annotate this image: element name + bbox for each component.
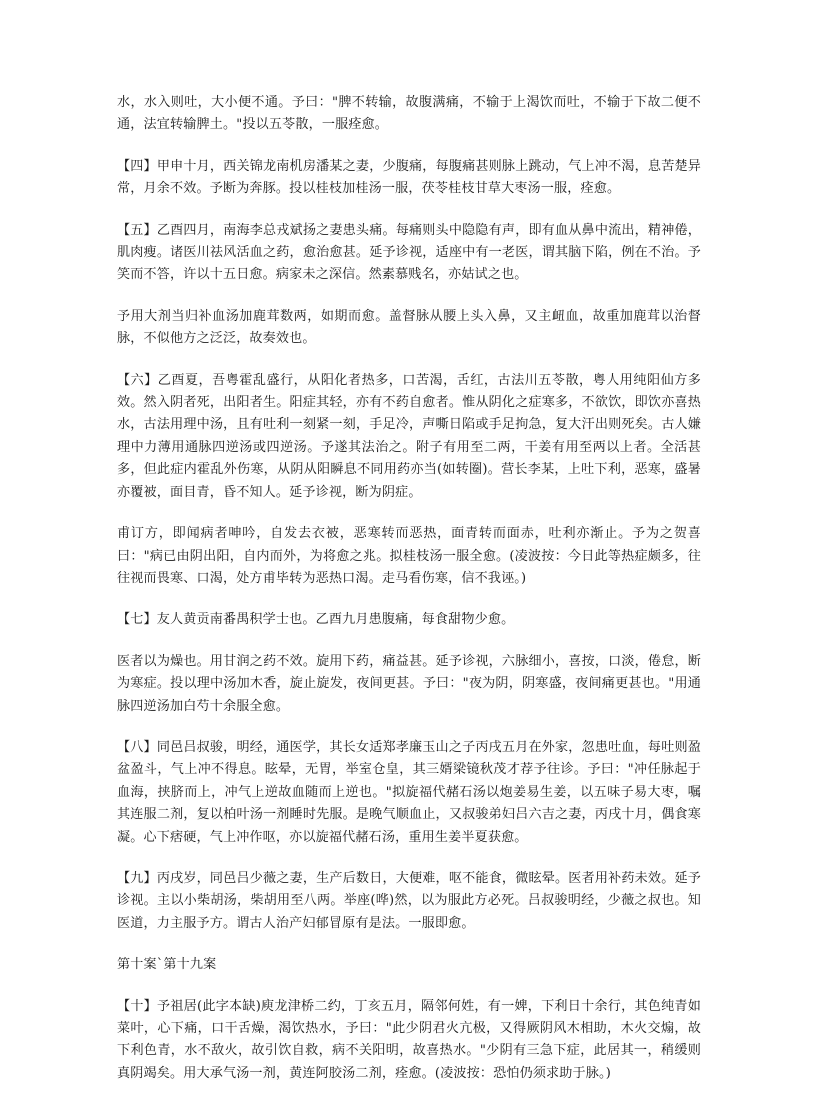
paragraph-case10: 【十】予祖居(此字本缺)庾龙津桥二约，丁亥五月，隔邻何姓，有一婢，下利日十余行，其色纯青如菜叶，心下痛，口干舌燥，渴饮热水，予曰："此少阴君火亢极，又得厥阴风木相助，木火交煽，故下利色青，水不敌火，故引饮自救，病不关阳明，故喜热水。"少阴有三急下症，此居其一，稍缓则真阴竭矣。用大承气汤一剂，黄连阿胶汤二剂，痊愈。(凌波按：恐怕仍须求助于脉。) [117, 998, 701, 1081]
section-heading: 第十案`第十九案 [117, 957, 217, 973]
paragraph-case5: 【五】乙酉四月，南海李总戎斌扬之妻患头痛。每痛则头中隐隐有声，即有血从鼻中流出，精神倦，肌肉瘦。诸医川祛风活血之药，愈治愈甚。延予诊视，适座中有一老医，谓其脑下陷，例在不治。予笑而不答，许以十五日愈。病家未之深信。然素慕贱名，亦姑试之也。 [117, 222, 701, 283]
paragraph-case8: 【八】同邑吕叔骏，明经，通医学，其长女适郑孝廉玉山之子丙戌五月在外家，忽患吐血，每吐则盈盆盈斗，气上冲不得息。眩晕，无胃，举室仓皇，其三婿梁镜秋茂才荐予往诊。予曰："冲任脉起于血海，挟脐而上，冲气上逆故血随而上逆也。"拟旋福代赭石汤以炮姜易生姜，以五味子易大枣，嘱其连服二剂，复以柏叶汤一剂睡时先服。是晚气顺血止，又叔骏弟妇吕六吉之妻，丙戌十月，偶食寒凝。心下痞硬，气上冲作呕，亦以旋福代赭石汤，重用生姜半夏获愈。 [117, 739, 701, 845]
paragraph-case3-end: 水，水入则吐，大小便不通。予曰："脾不转输，故腹满痛，不输于上渴饮而吐，不输于下故二便不通，法宜转输脾土。"投以五苓散，一服痊愈。 [117, 95, 701, 133]
paragraph-case5-treatment: 予用大剂当归补血汤加鹿茸数两，如期而愈。盖督脉从腰上头入鼻，又主衄血，故重加鹿茸以治督脉，不似他方之泛泛，故奏效也。 [117, 308, 701, 347]
paragraph-case6: 【六】乙酉夏，吾粤霍乱盛行，从阳化者热多，口苦渴，舌红，古法川五苓散，粤人用纯阳仙方多效。然入阴者死，出阳者生。阳症其轻，亦有不药自愈者。惟从阴化之症寒多，不欲饮，即饮亦喜热水，古法用理中汤，且有吐利一刻紧一刻，手足冷，声嘶日陷或手足拘急，复大汗出则死矣。古人嫌理中力薄用通脉四逆汤或四逆汤。予遂其法治之。附子有用至二两，干姜有用至两以上者。全活甚多，但此症内霍乱外伤寒，从阴从阳瞬息不同用药亦当(如转圈)。营长李某，上吐下利，恶寒，盛暑亦覆被，面目青，昏不知人。延予诊视，断为阴症。 [117, 372, 701, 500]
paragraph-case7: 【七】友人黄贡南番禺积学士也。乙酉九月患腹痛，每食甜物少愈。 [117, 612, 515, 628]
paragraph-case4: 【四】甲申十月，西关锦龙南机房潘某之妻，少腹痛，每腹痛甚则脉上跳动，气上冲不渴，息苦楚异常，月余不效。予断为奔豚。投以桂枝加桂汤一服，茯苓桂枝甘草大枣汤一服，痊愈。 [117, 158, 701, 197]
paragraph-case9: 【九】丙戌岁，同邑吕少薇之妻，生产后数日，大便难，呕不能食，微眩晕。医者用补药未效。延予诊视。主以小柴胡汤，柴胡用至八两。举座(哗)然，以为服此方必死。吕叔骏明经，少薇之叔也。知医道，力主服予方。谓古人治产妇郁冒原有是法。一服即愈。 [117, 870, 701, 931]
document-body [117, 92, 701, 1104]
paragraph-case7-treatment: 医者以为燥也。用甘润之药不效。旋用下药，痛益甚。延予诊视，六脉细小，喜按，口淡，倦怠，断为寒症。投以理中汤加木香，旋止旋发，夜间更甚。予曰："夜为阴，阴寒盛，夜间痛更甚也。"用通脉四逆汤加白芍十余服全愈。 [117, 653, 701, 714]
paragraph-case6-outcome: 甫订方，即闻病者呻吟，自发去衣被，恶寒转而恶热，面青转而面赤，吐利亦渐止。予为之贺喜曰："病已由阴出阳，自内而外，为将愈之兆。拟桂枝汤一服全愈。(凌波按：今日此等热症颇多，往往视而畏寒、口渴，处方甫毕转为恶热口渴。走马看伤寒，信不我诬。) [117, 526, 701, 586]
